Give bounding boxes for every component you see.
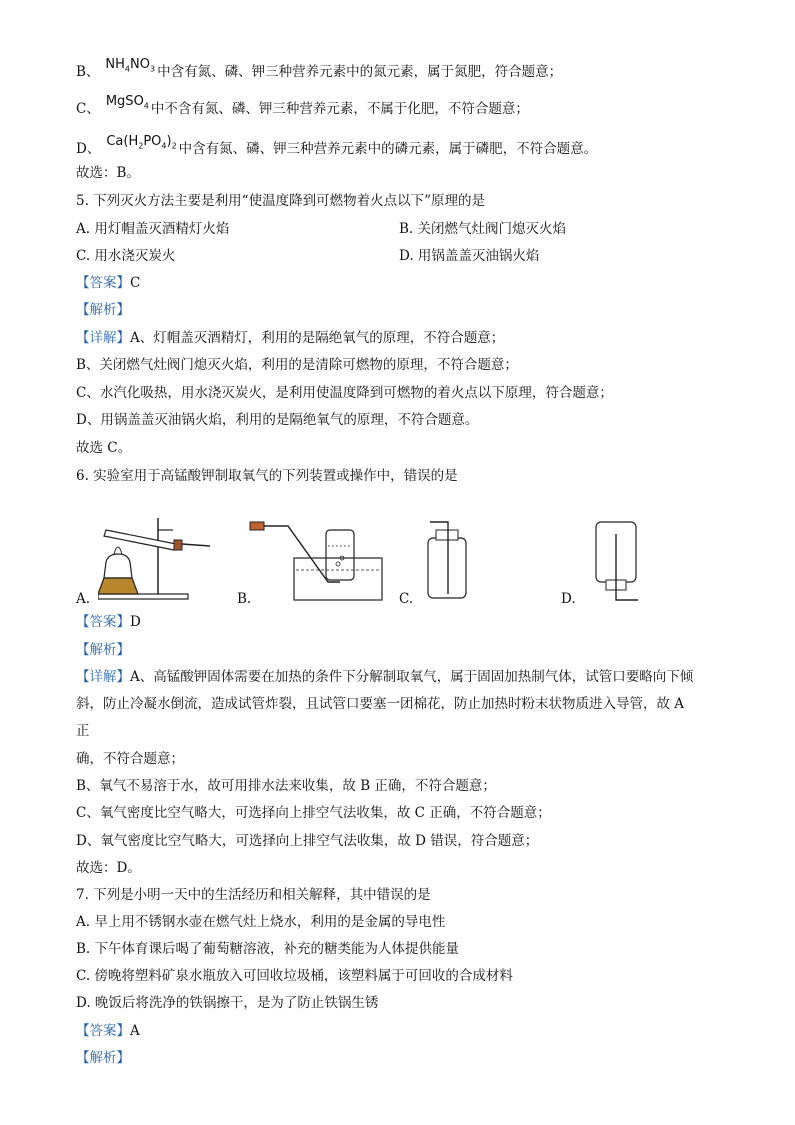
q6-detail-7: D、氧气密度比空气略大，可选择向上排空气法收集，故 D 错误，符合题意；	[76, 833, 539, 849]
q6-stem: 6. 实验室用于高锰酸钾制取氧气的下列装置或操作中，错误的是	[76, 468, 458, 484]
q6-detail-5: B、氧气不易溶于水，故可用排水法来收集，故 B 正确，不符合题意；	[76, 778, 496, 794]
q7-stem: 7. 下列是小明一天中的生活经历和相关解释，其中错误的是	[76, 887, 431, 903]
q7-answer: 【答案】A	[76, 1023, 140, 1039]
figure-b-water-collection	[248, 518, 388, 604]
formula-mgso4: MgSO$_4$	[105, 94, 149, 111]
q4-option-d-explanation: D、 $Ca(H_2PO_4)_2$ 中含有氮、磷、钾三种营养元素中的磷元素，属于磷肥，不符合题意。	[76, 134, 598, 157]
q6-detail-6: C、氧气密度比空气略大，可选择向上排空气法收集，故 C 正确，不符合题意；	[76, 805, 551, 821]
q7-option-a: A. 早上用不锈钢水壶在燃气灶上烧水，利用的是金属的导电性	[76, 914, 446, 930]
q6-analysis-tag: 【解析】	[76, 642, 130, 658]
q5-detail-4: D、用锅盖盖灭油锅火焰，利用的是隔绝氧气的原理，不符合题意。	[76, 412, 479, 428]
q6-figure-label-d: D.	[561, 591, 576, 607]
q6-detail-1: 【详解】A、高锰酸钾固体需要在加热的条件下分解制取氧气，属于固固加热制气体，试管口要略向下倾	[76, 669, 694, 685]
q6-figure-label-a: A.	[76, 591, 91, 607]
q5-detail-1: 【详解】A、灯帽盖灭酒精灯，利用的是隔绝氧气的原理，不符合题意；	[76, 330, 505, 346]
q7-option-c: C. 傍晚将塑料矿泉水瓶放入可回收垃圾桶，该塑料属于可回收的合成材料	[76, 968, 513, 984]
answer-tag: 【答案】	[76, 275, 130, 291]
q6-detail-2: 斜，防止冷凝水倒流，造成试管炸裂，且试管口要塞一团棉花，防止加热时粉末状物质进入导管，故 A	[76, 696, 685, 712]
q4-option-c-explanation: C、 MgSO$_4$ 中不含有氮、磷、钾三种营养元素，不属于化肥，不符合题意；	[76, 94, 529, 117]
q5-option-c: C. 用水浇灭炭火	[76, 248, 176, 264]
q6-answer: 【答案】D	[76, 614, 141, 630]
q5-stem: 5. 下列灭火方法主要是利用“使温度降到可燃物着火点以下”原理的是	[76, 193, 485, 209]
q7-option-d: D. 晚饭后将洗净的铁锅擦干，是为了防止铁锅生锈	[76, 995, 379, 1011]
q4-conclusion: 故选：B。	[76, 165, 140, 181]
figure-a-heating-apparatus	[98, 510, 238, 602]
q6-figure-label-c: C.	[399, 591, 414, 607]
formula-ca-h2po4-2: $Ca(H_2PO_4)_2$	[106, 134, 177, 151]
q5-option-b: B. 关闭燃气灶阀门熄灭火焰	[399, 221, 567, 237]
q6-detail-4: 确，不符合题意；	[76, 751, 184, 767]
q7-option-b: B. 下午体育课后喝了葡萄糖溶液，补充的糖类能为人体提供能量	[76, 941, 460, 957]
q6-figure-label-b: B.	[237, 591, 252, 607]
figure-c-upward-air-displacement	[424, 520, 474, 600]
q5-option-a: A. 用灯帽盖灭酒精灯火焰	[76, 221, 230, 237]
q5-detail-3: C、水汽化吸热，用水浇灭炭火，是利用使温度降到可燃物的着火点以下原理，符合题意；	[76, 385, 613, 401]
q5-option-d: D. 用锅盖盖灭油锅火焰	[399, 248, 540, 264]
q6-detail-3: 正	[76, 723, 90, 739]
q4-option-b-explanation: B、 $NH_4NO_3$ 中含有氮、磷、钾三种营养元素中的氮元素，属于氮肥，符合题意；	[76, 57, 563, 80]
q6-conclusion: 故选：D。	[76, 860, 141, 876]
q5-detail-2: B、关闭燃气灶阀门熄灭火焰，利用的是清除可燃物的原理，不符合题意；	[76, 357, 518, 373]
q5-answer: 【答案】C	[76, 275, 141, 291]
figure-d-downward-air-displacement	[588, 520, 648, 604]
q7-analysis-tag: 【解析】	[76, 1050, 130, 1066]
q5-conclusion: 故选 C。	[76, 440, 132, 456]
q5-analysis-tag: 【解析】	[76, 302, 130, 318]
formula-nh4no3: $NH_4NO_3$	[105, 57, 156, 74]
